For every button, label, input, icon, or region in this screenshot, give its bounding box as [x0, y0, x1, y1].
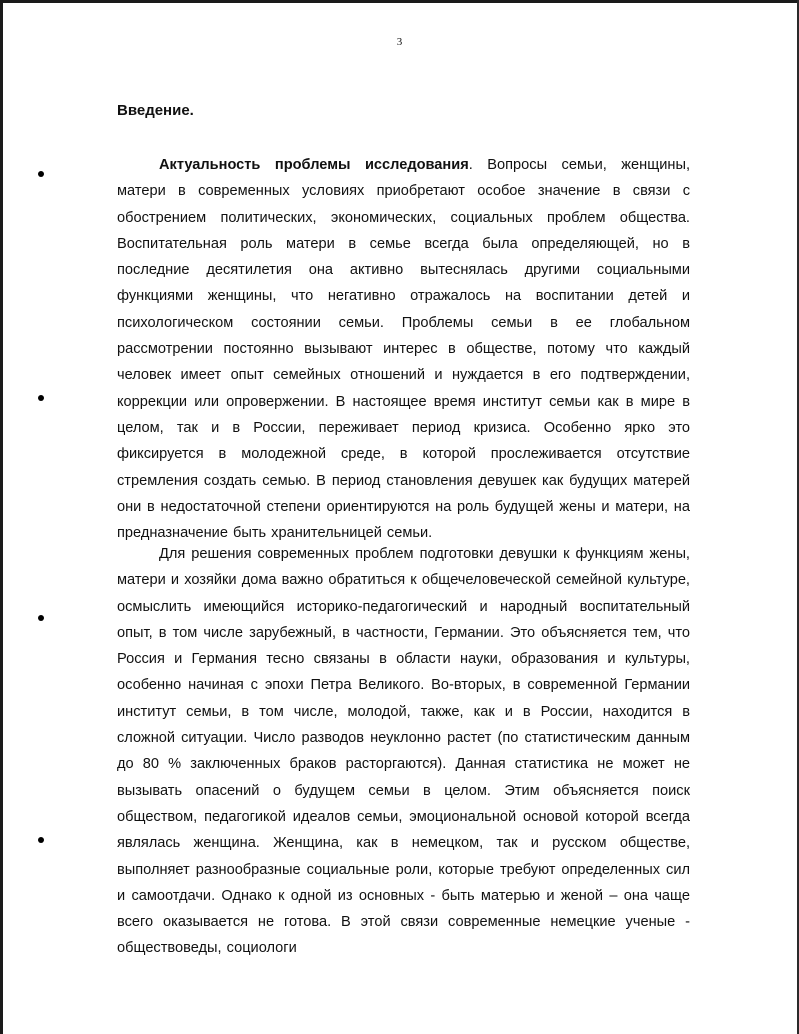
scan-border-left	[0, 0, 3, 1034]
punch-hole-mark	[38, 615, 44, 621]
paragraph-context	[117, 541, 690, 962]
paragraph-lead-term: Актуальность проблемы исследования	[159, 157, 469, 173]
punch-hole-mark	[38, 395, 44, 401]
punch-hole-mark	[38, 171, 44, 177]
scan-border-top	[0, 0, 799, 3]
paragraph-body-text: . Вопросы семьи, женщины, матери в современных условиях приобретают особое значение в связи с обострением политических, экономических, социальных проблем общества. Воспитательная роль матери в семье всегда была определяющей, но в последние десятилетия она активно вытеснялась другими социальными функциями женщины, что негативно отражалось на воспитании детей и психологическом состоянии семьи. Проблемы семьи в ее глобальном рассмотрении постоянно вызывают интерес в обществе, потому что каждый человек имеет опыт семейных отношений и нуждается в его подтверждении, коррекции или опровержении. В настоящее время институт семьи как в мире в целом, так и в России, переживает период кризиса. Особенно ярко это фиксируется в молодежной среде, в которой прослеживается отсутствие стремления создать семью. В период становления девушек как будущих матерей они в недостаточной степени ориентируются на роль будущей жены и матери, на предназначение быть хранительницей семьи.	[117, 157, 690, 542]
paragraph-body-text: Для решения современных проблем подготовки девушки к функциям жены, матери и хозяйки дома важно обратиться к общечеловеческой семейной культуре, осмыслить имеющийся историко-педагогический и народный воспитательный опыт, в том числе зарубежный, в частности, Германии. Это объясняется тем, что Россия и Германия тесно связаны в области науки, образования и культуры, особенно начиная с эпохи Петра Великого. Во-вторых, в современной Германии институт семьи, в том числе, молодой, также, как и в России, находится в сложной ситуации. Число разводов неуклонно растет (по статистическим данным до 80 % заключенных браков расторгаются). Данная статистика не может не вызывать опасений о будущем семьи в целом. Этим объясняется поиск обществом, педагогикой идеалов семьи, эмоциональной основой которой всегда являлась женщина. Женщина, как в немецком, так и русском обществе, выполняет разнообразные социальные роли, которые требуют определенных сил и самоотдачи. Однако к одной из основных - быть матерью и женой – она чаще всего оказывается не готова. В этой связи современные немецкие ученые - обществоведы, социологи	[117, 546, 690, 957]
punch-hole-mark	[38, 837, 44, 843]
section-heading: Введение.	[117, 102, 194, 119]
page-number: 3	[396, 36, 403, 48]
paragraph-relevance	[117, 152, 690, 546]
